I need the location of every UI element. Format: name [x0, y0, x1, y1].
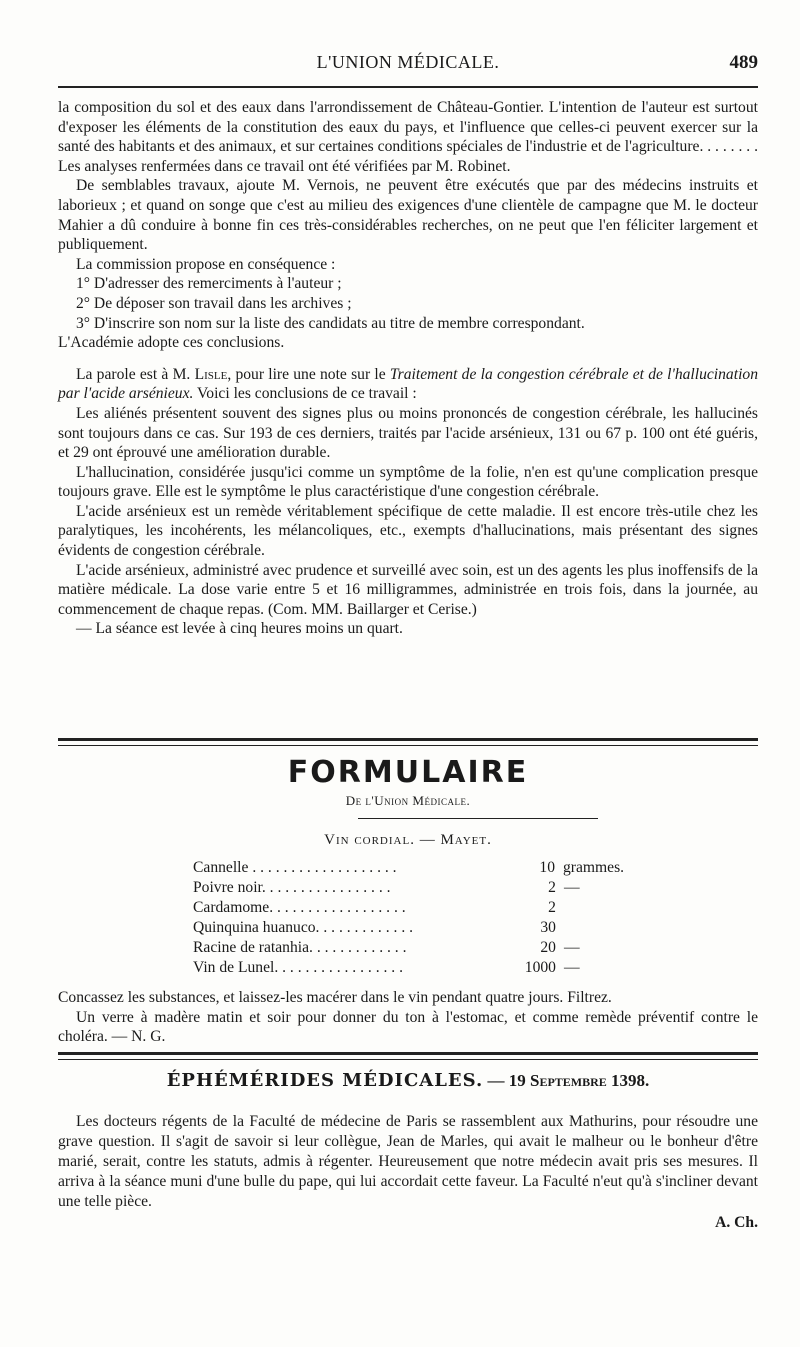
paragraph: De semblables travaux, ajoute M. Vernois, ne peuvent être exécutés que par des médecins instruits et laborieux ; et quand on songe que c'est au milieu des exigences d'une clientèle de campagne que M. le docteur Mahier a dû conduire à bonne fin ces très-considérables recherches, on ne peut que l'en féliciter largement et publiquement.	[58, 177, 758, 254]
recipe-usage: Un verre à madère matin et soir pour donner du ton à l'estomac, et comme remède préventif contre le choléra. — N. G.	[58, 1008, 758, 1046]
ingredient-row: Quinquina huanuco. . . . . . . . . . . . . 30	[193, 919, 556, 936]
paragraph: La commission propose en conséquence :	[76, 255, 336, 273]
recipe-text	[58, 988, 758, 1047]
article-body	[58, 98, 758, 639]
ingredient-row: Racine de ratanhia. . . . . . . . . . . . . 20 —	[193, 939, 580, 956]
ephemerides-body	[58, 1112, 758, 1212]
paragraph: Les aliénés présentent souvent des signes plus ou moins prononcés de congestion cérébrale, les hallucinés sont toujours dans ce cas. Sur 193 de ces derniers, traités par l'acide arsénieux, 131 ou 67 p. 100 ont été guéris, et 29 ont éprouvé une amélioration durable.	[58, 404, 758, 462]
paragraph: L'acide arsénieux, administré avec prudence et surveillé avec soin, est un des agents les plus inoffensifs de la matière médicale. La dose varie entre 5 et 16 milligrammes, administrée en trois fois, dans la journée, au commencement de chaque repas. (Com. MM. Baillarger et Cerise.)	[58, 561, 758, 618]
ingredient-row: Cardamome. . . . . . . . . . . . . . . . . . 2	[193, 899, 556, 916]
list-item: 3° D'inscrire son nom sur la liste des candidats au titre de membre correspondant.	[76, 314, 585, 332]
ephemerides-title: ÉPHÉMÉRIDES MÉDICALES.	[166, 1070, 484, 1091]
paragraph: la composition du sol et des eaux dans l'arrondissement de Château-Gontier. L'intention de l'auteur est surtout d'exposer les éléments de la constitution des eaux du pays, et l'influence que celles-ci peuvent exercer sur la santé des habitants et des animaux, et sur certaines conditions spéciales de l'industrie et de l'agriculture. . . . . . . . Les analyses renfermées dans ce travail ont été vérifiées par M. Robinet.	[58, 99, 758, 175]
paragraph: L'hallucination, considérée jusqu'ici comme un symptôme de la folie, n'en est qu'une complication presque toujours grave. Elle est le symptôme le plus caractéristique d'une congestion cérébrale.	[58, 463, 758, 501]
lisle-paragraph: La parole est à M. Lisle, pour lire une note sur le Traitement de la congestion cérébrale et de l'hallucination par l'acide arsénieux. Voici les conclusions de ce travail :	[58, 365, 758, 403]
ingredient-row: Cannelle . . . . . . . . . . . . . . . . . . . 10 grammes.	[193, 859, 625, 876]
signature: A. Ch.	[715, 1214, 758, 1231]
section-divider	[58, 1052, 758, 1060]
formulaire-title: FORMULAIRE	[287, 755, 529, 790]
header-rule	[58, 86, 758, 88]
list-item: 1° D'adresser des remerciments à l'auteur ;	[76, 275, 342, 293]
paragraph: Les docteurs régents de la Faculté de médecine de Paris se rassemblent aux Mathurins, pour résoudre une grave question. Il s'agit de savoir si leur collègue, Jean de Marles, qui avait le malheur ou le bonheur d'être marié, serait, contre les statuts, admis à régenter. Heureusement que notre médecin avait pris ses mesures. Il arriva à la séance muni d'une bulle du pape, qui lui accordait cette faveur. La Faculté n'eut qu'à s'incliner devant une telle pièce.	[58, 1113, 758, 1210]
ingredient-row: Vin de Lunel. . . . . . . . . . . . . . . . . 1000 —	[193, 959, 580, 976]
list-item: 2° De déposer son travail dans les archives ;	[76, 294, 352, 312]
closing-line: — La séance est levée à cinq heures moins un quart.	[76, 620, 403, 638]
running-title: L'UNION MÉDICALE.	[316, 52, 500, 72]
recipe-instructions: Concassez les substances, et laissez-les macérer dans le vin pendant quatre jours. Filtrez.	[58, 989, 612, 1006]
page-number: 489	[729, 52, 758, 73]
ingredient-row: Poivre noir. . . . . . . . . . . . . . . . . 2 —	[193, 879, 580, 896]
section-divider	[58, 738, 758, 746]
page-header	[58, 52, 758, 80]
paragraph: L'Académie adopte ces conclusions.	[58, 334, 285, 352]
paragraph: L'acide arsénieux est un remède véritablement spécifique de cette maladie. Il est encore très-utile chez les paralytiques, les incohérents, les mélancoliques, etc., exempts d'hallucinations, mais présentant des signes évidents de congestion cérébrale.	[58, 502, 758, 560]
short-divider	[358, 818, 598, 819]
ingredient-list	[193, 858, 625, 978]
recipe-title: Vin cordial. — Mayet.	[324, 832, 492, 848]
ephemerides-date: — 19 Septembre 1398.	[487, 1071, 650, 1090]
ephemerides-heading	[58, 1070, 758, 1091]
formulaire-subtitle: De l'Union Médicale.	[345, 793, 471, 808]
